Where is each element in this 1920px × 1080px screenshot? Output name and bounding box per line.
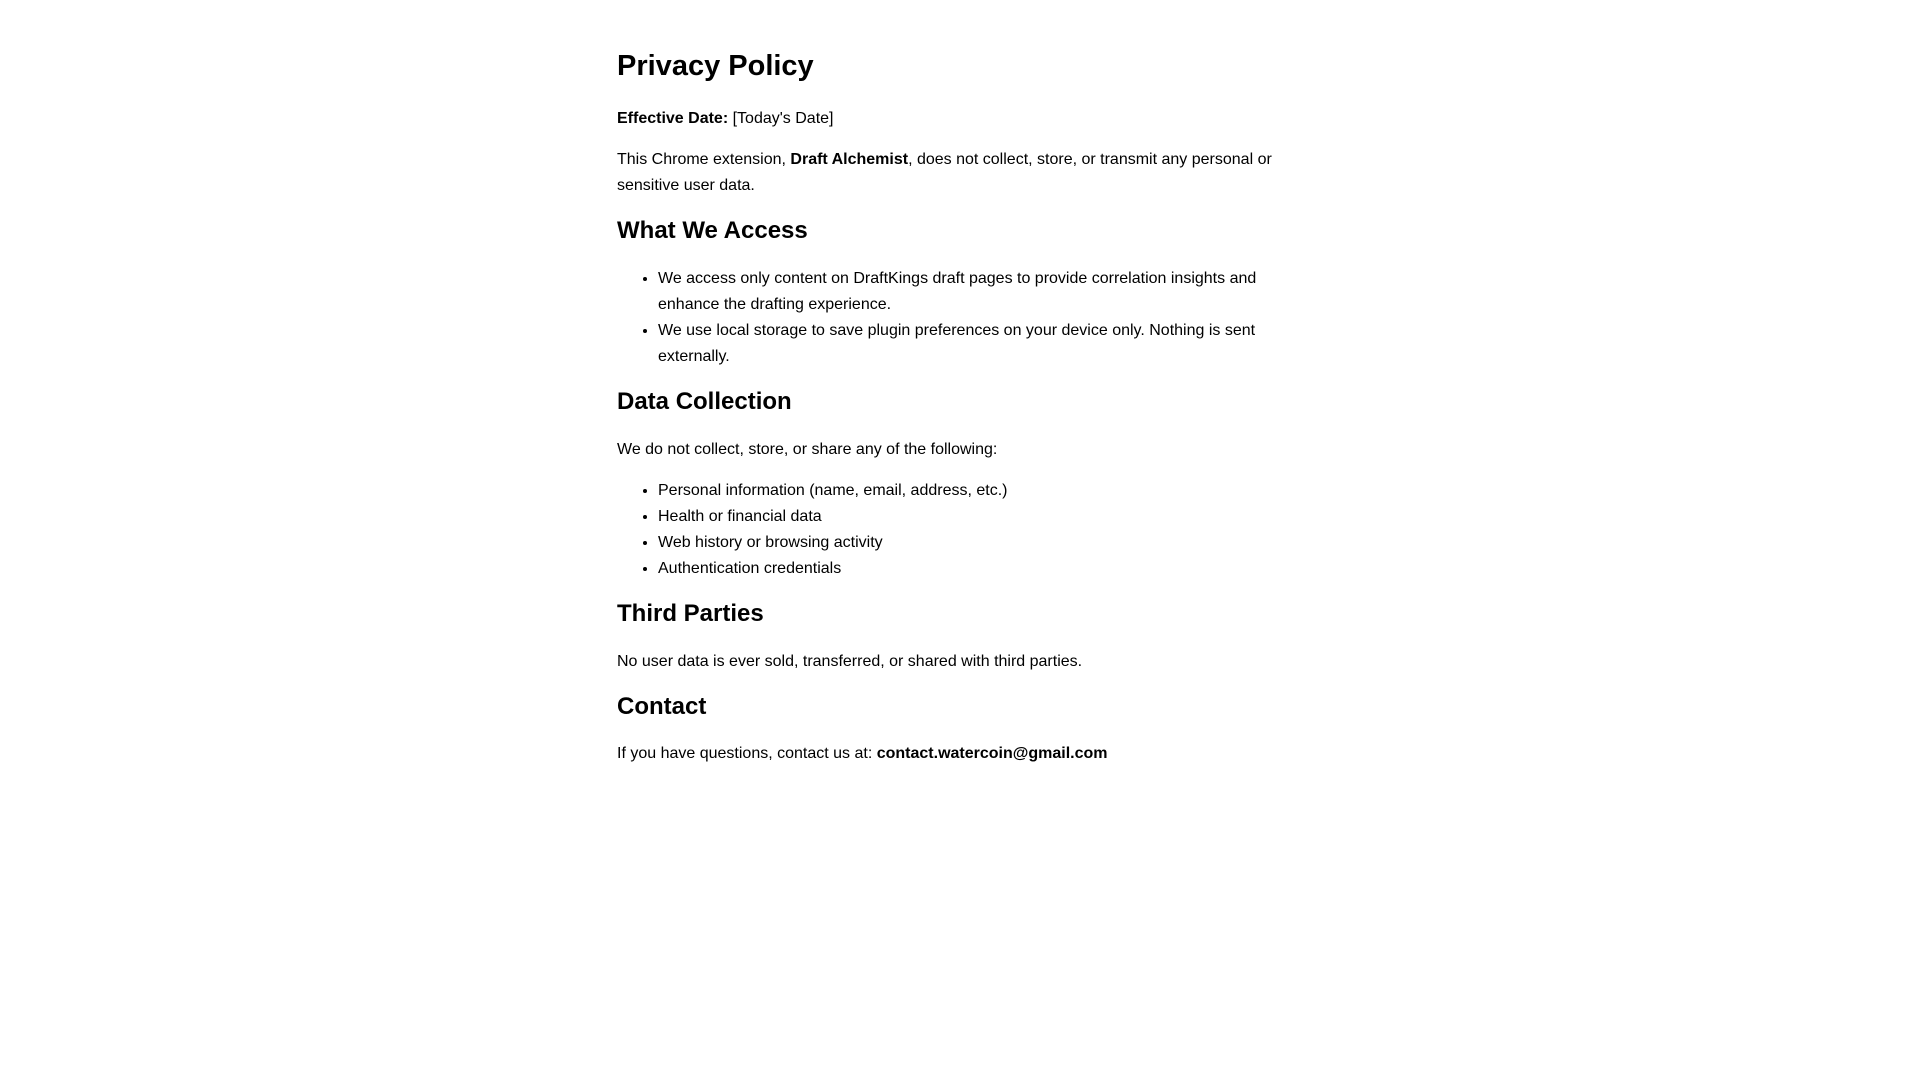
- contact-heading: Contact: [617, 692, 707, 720]
- privacy-policy-document: [617, 48, 1317, 782]
- list-item: • Personal information (name, email, address, etc.): [658, 478, 1317, 504]
- data-collection-text: We do not collect, store, or share any of the following:: [617, 440, 998, 458]
- extension-name: Draft Alchemist: [790, 151, 909, 169]
- data-collection-list: [617, 478, 1317, 582]
- third-parties-heading: Third Parties: [617, 599, 764, 627]
- third-parties-text: No user data is ever sold, transferred, or shared with third parties.: [617, 652, 1083, 670]
- effective-date-value: [Today's Date]: [732, 110, 834, 128]
- contact-text: If you have questions, contact us at:: [617, 745, 877, 763]
- what-we-access-heading: What We Access: [617, 217, 808, 245]
- intro-suffix: , does not collect, store, or transmit any personal or sensitive user data.: [617, 151, 1272, 195]
- list-item: • Health or financial data: [658, 504, 1317, 530]
- list-item: • We use local storage to save plugin preferences on your device only. Nothing is sent externally.: [658, 318, 1317, 370]
- effective-date: [617, 106, 1317, 132]
- intro-prefix: This Chrome extension,: [617, 151, 791, 169]
- contact-email: contact.watercoin@gmail.com: [876, 745, 1108, 763]
- page-title: Privacy Policy: [617, 50, 814, 82]
- intro-paragraph: [617, 147, 1317, 199]
- effective-date-label: Effective Date:: [617, 110, 729, 128]
- list-item: • We access only content on DraftKings draft pages to provide correlation insights and enhance the drafting experience.: [658, 266, 1317, 318]
- list-item: • Web history or browsing activity: [658, 530, 1317, 556]
- data-collection-heading: Data Collection: [617, 388, 792, 416]
- contact-paragraph: [617, 741, 1317, 767]
- access-list: [617, 266, 1317, 370]
- list-item: • Authentication credentials: [658, 556, 1317, 582]
